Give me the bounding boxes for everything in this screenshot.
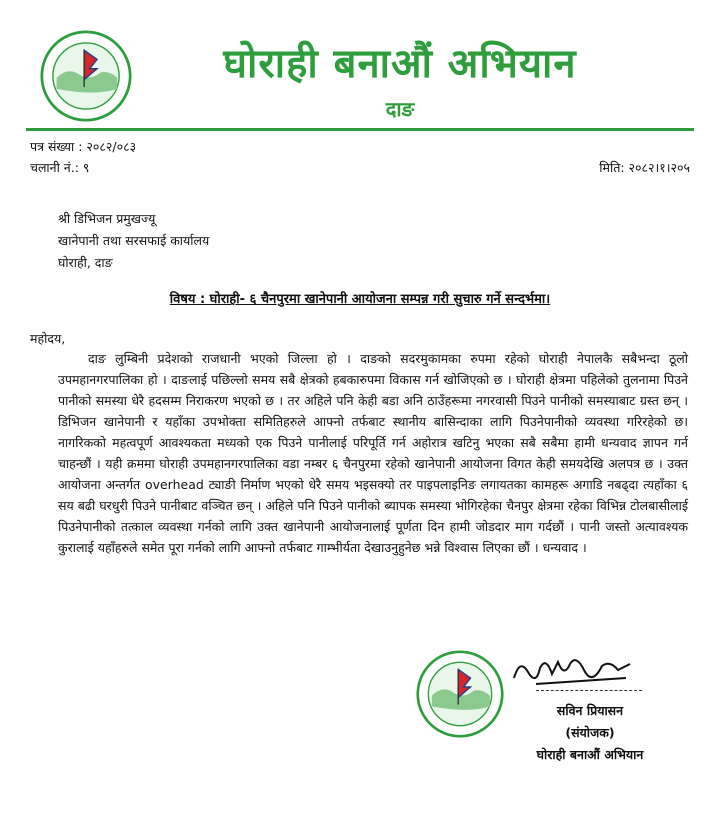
header-divider [26,128,694,131]
recipient-line: घोराही, दाङ [58,255,113,270]
organization-stamp [416,650,504,738]
letterhead [0,0,720,140]
letter-date: मिति: २०८२।१।२०५ [599,160,690,175]
signature-line [536,690,642,691]
subject-line: विषय : घोराही- ६ चैनपुरमा खानेपानी आयोजना सम्पन्न गरी सुचारु गर्ने सन्दर्भमा। [169,292,551,307]
signer-block [520,700,660,766]
dispatch-number: चलानी नं.: ९ [30,160,90,175]
handwritten-signature [506,648,646,692]
letter-body: दाङ लुम्बिनी प्रदेशको राजधानी भएको जिल्ला हो । दाङको सदरमुकामका रुपमा रहेको घोराही नेपालकै सबैभन्दा ठूलो उपमहानगरपालिका हो । दाङलाई पछिल्लो समय सबै क्षेत्रको हबकारुपमा विकास गर्न खोजिएको छ । घोराही क्षेत्रमा पहिलेको तुलनामा पिउने पानीको समस्या धेरै हदसम्म निराकरण भएको छ । तर अहिले पनि केही बडा अनि ठाउँहरूमा नगरवासी पिउने पानीको समस्याबाट ग्रस्त छन् । डिभिजन खानेपानी र यहाँका उपभोक्ता समितिहरुले आफ्नो तर्फबाट स्थानीय बासिन्दाका लागि पिउनेपानीको व्यवस्था गरिरहेको छ। नागरिकको महत्वपूर्ण आवश्यकता मध्यको एक पिउने पानीलाई परिपूर्ति गर्न अहोरात्र खटिनु भएका सबै सबैमा हामी धन्यवाद ज्ञापन गर्न चाहन्छौं । यही क्रममा घोराही उपमहानगरपालिका वडा नम्बर ६ चैनपुरमा रहेको खानेपानी आयोजना विगत केही समयदेखि अलपत्र छ । उक्त आयोजना अन्तर्गत overhead ट्याङी निर्माण भएको धेरै समय भइसक्यो तर पाइपलाइनिङ लगायतका कामहरू अगाडि नबढ्दा त्यहाँका ६ सय बढी घरधुरी पिउने पानीबाट वञ्चित छन् । अहिले पनि पिउने पानीको ब्यापक समस्या भोगिरहेका चैनपुर क्षेत्रमा रहेका विभिन्न टोलबासीलाई पिउनेपानीको तत्काल व्यवस्था गर्नको लागि उक्त खानेपानी आयोजनालाई पूर्णता दिन हामी जोडदार माग गर्दछौं । पानी जस्तो अत्यावश्यक कुरालाई यहाँहरुले समेत पूरा गर्नको लागि आफ्नो तर्फबाट गाम्भीर्यता देखाउनुहुनेछ भन्ने विश्वास लिएका छौं । धन्यवाद । [58,351,688,555]
recipient-address [58,208,209,274]
organization-place: दाङ [385,97,415,121]
recipient-line: श्री डिभिजन प्रमुखज्यू [58,211,156,226]
organization-logo [40,30,132,122]
salutation: महोदय, [30,331,66,346]
signer-name: सविन प्रियासन [556,703,624,718]
signer-organization: घोराही बनाऔं अभियान [536,747,644,762]
reference-number: पत्र संख्या : २०८२/०८३ [30,139,137,154]
recipient-line: खानेपानी तथा सरसफाई कार्यालय [58,233,210,248]
organization-title: घोराही बनाऔं अभियान [223,41,577,87]
signer-role: (संयोजक) [565,725,615,740]
